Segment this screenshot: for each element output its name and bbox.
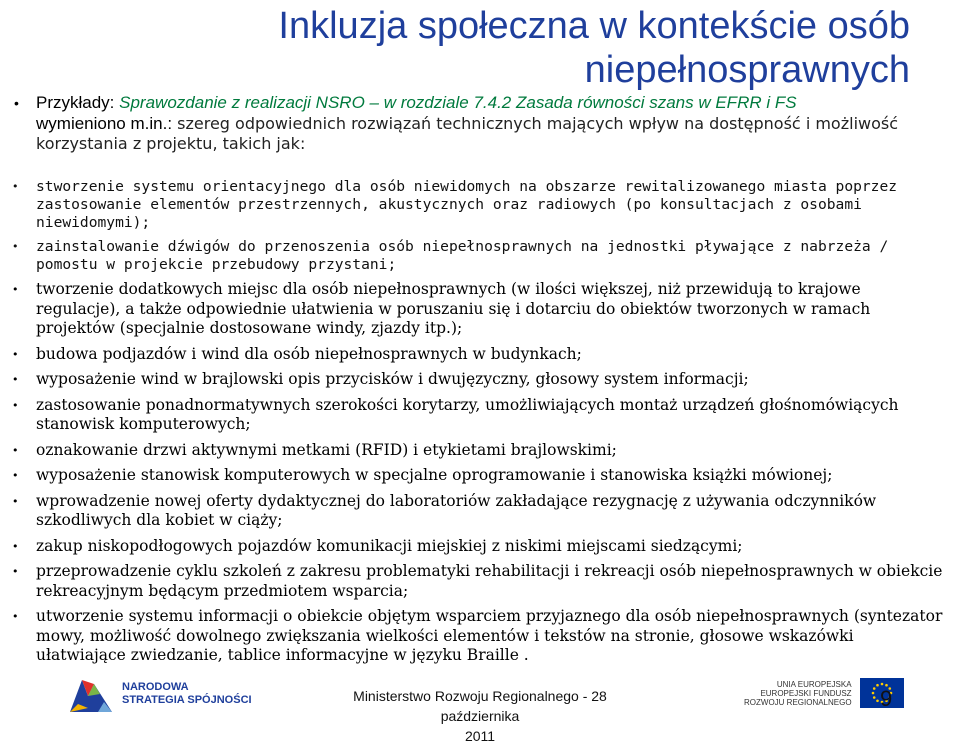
bullet: •: [12, 240, 19, 253]
bullet: •: [12, 373, 19, 386]
bullet: •: [12, 398, 19, 412]
eu-logo-line2: EUROPEJSKI FUNDUSZ: [760, 688, 852, 698]
intro-rest-prefix: wymieniono m.in.:: [36, 114, 173, 133]
list-item: [0, 562, 946, 601]
list-item-text: oznakowanie drzwi aktywnymi metkami (RFID) i etykietami brajlowskimi;: [36, 440, 617, 459]
examples-list: [0, 178, 946, 672]
page-number: 9: [880, 686, 893, 711]
nss-logo-text: [122, 681, 252, 707]
intro-paragraph: [14, 92, 944, 154]
bullet: •: [12, 283, 19, 296]
bullet: •: [12, 347, 19, 361]
eu-logo-line1: UNIA EUROPEJSKA: [776, 679, 852, 689]
list-item-text: wprowadzenie nowej oferty dydaktycznej do laboratoriów zakładające rezygnację z używania odczynników szkodliwych dla kobiet w ciąży;: [36, 491, 877, 529]
bullet: •: [12, 494, 19, 508]
list-item-text: zakup niskopodłogowych pojazdów komunikacji miejskiej z niskimi miejscami siedzącymi;: [36, 536, 743, 555]
footer-ministry: Ministerstwo Rozwoju Regionalnego - 28 października: [353, 688, 607, 724]
nss-logo: [68, 674, 252, 714]
report-link[interactable]: Sprawozdanie z realizacji NSRO – w rozdziale 7.4.2 Zasada równości szans w EFRR i FS: [119, 93, 797, 112]
intro-rest-text: szereg odpowiednich rozwiązań technicznych mających wpływ na dostępność i możliwość korzystania z projektu, takich jak:: [36, 114, 899, 153]
slide-title: Inkluzja społeczna w kontekście osób niepełnosprawnych: [278, 5, 910, 91]
intro-line: [14, 92, 944, 114]
list-item: [0, 370, 946, 390]
eu-logo-text: [744, 680, 852, 707]
bullet: •: [12, 180, 19, 193]
bullet: •: [12, 565, 19, 578]
bullet: •: [12, 443, 19, 457]
footer-caption: [320, 686, 640, 746]
nss-logo-line2: STRATEGIA SPÓJNOŚCI: [122, 694, 252, 706]
bullet: •: [12, 610, 19, 623]
bullet: •: [14, 95, 19, 111]
list-item: [0, 537, 946, 557]
intro-prefix: Przykłady:: [36, 93, 120, 112]
list-item-text: tworzenie dodatkowych miejsc dla osób niepełnosprawnych (w ilości większej, niż przewidują to krajowe regulacje), a także odpowiednie ułatwienia w poruszaniu się i dotarciu do obiektów tworzonych w ramach projektów (specjalnie dostosowane windy, zjazdy itp.);: [36, 280, 871, 337]
list-item-text: zastosowanie ponadnormatywnych szerokości korytarzy, umożliwiających montaż urządzeń głośnomówiących stanowisk komputerowych;: [36, 395, 899, 433]
list-item: [0, 345, 946, 365]
footer: [0, 664, 960, 744]
list-item-text: wyposażenie stanowisk komputerowych w specjalne oprogramowanie i stanowiska książki mówionej;: [36, 466, 833, 484]
list-item-text: budowa podjazdów i wind dla osób niepełnosprawnych w budynkach;: [36, 344, 582, 363]
list-item-text: zainstalowanie dźwigów do przenoszenia osób niepełnosprawnych na jednostki pływające z nabrzeża / pomostu w projekcie przebudowy przystani;: [36, 238, 889, 273]
list-item: [0, 466, 946, 486]
list-item: [0, 396, 946, 435]
list-item: [0, 441, 946, 461]
nss-logo-line1: NARODOWA: [122, 681, 189, 693]
list-item: [0, 178, 946, 232]
intro-text: [36, 92, 797, 114]
intro-rest: [14, 114, 944, 154]
footer-year: 2011: [464, 728, 496, 744]
list-item-text: utworzenie systemu informacji o obiekcie objętym wsparciem przyjaznego dla osób niepełnosprawnych (syntezator mowy, możliwość dowolnego zwiększania wielkości elementów i tekstów na stronie, głosowe wskazówki ułatwiające zwiedzanie, tablice informacyjne w języku Braille .: [36, 607, 943, 664]
list-item: [0, 280, 946, 339]
list-item: [0, 238, 946, 274]
bullet: •: [12, 469, 19, 482]
bullet: •: [12, 539, 19, 553]
list-item-text: przeprowadzenie cyklu szkoleń z zakresu problematyki rehabilitacji i rekreacji osób niepełnosprawnych w obiekcie rekreacyjnym będącym przedmiotem wsparcia;: [36, 562, 943, 600]
list-item-text: stworzenie systemu orientacyjnego dla osób niewidomych na obszarze rewitalizowanego miasta poprzez zastosowanie elementów przestrzennych, akustycznych oraz radiowych (po konsultacjach z osobami niewidomymi);: [36, 178, 898, 231]
eu-logo-line3: ROZWOJU REGIONALNEGO: [744, 697, 852, 707]
list-item: [0, 492, 946, 531]
list-item-text: wyposażenie wind w brajlowski opis przycisków i dwujęzyczny, głosowy system informacji;: [36, 370, 749, 388]
list-item: [0, 607, 946, 666]
nss-logo-icon: [68, 674, 114, 714]
